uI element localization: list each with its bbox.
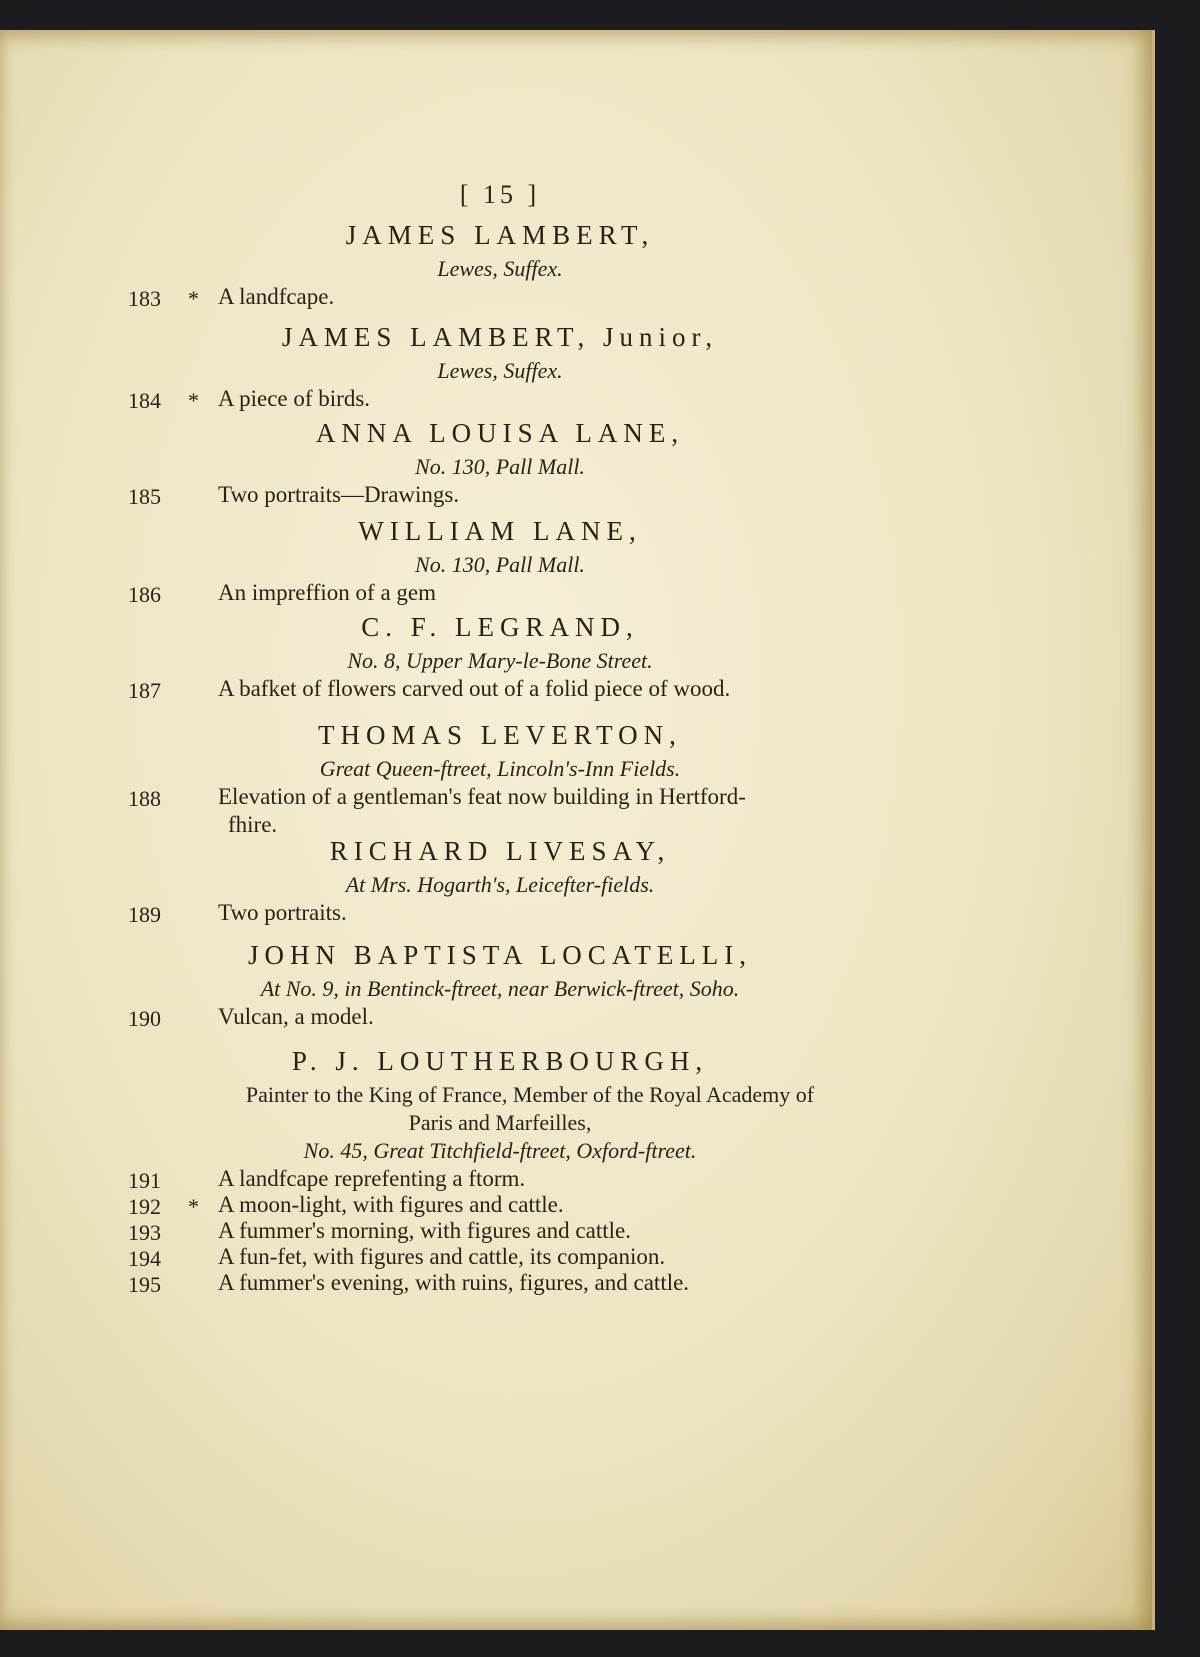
item-title: A bafket of flowers carved out of a folid piece of wood. <box>218 676 731 701</box>
artist-address: No. 45, Great Titchfield-ftreet, Oxford-ftreet. <box>303 1138 697 1163</box>
artist-address: Lewes, Suffex. <box>437 358 563 383</box>
item-number: 195 <box>128 1272 161 1297</box>
item-title: Elevation of a gentleman's feat now building in Hertford- <box>218 784 746 809</box>
catalogue-page <box>0 30 1155 1630</box>
artist-address: No. 130, Pall Mall. <box>415 454 585 479</box>
item-title-continuation: fhire. <box>228 812 278 837</box>
item-title: An impreffion of a gem <box>218 580 437 605</box>
item-title: Two portraits. <box>218 900 347 925</box>
artist-description: Paris and Marfeilles, <box>408 1110 592 1135</box>
artist-name: JAMES LAMBERT, Junior, <box>281 322 719 352</box>
item-number: 193 <box>128 1220 161 1245</box>
item-title: A piece of birds. <box>218 386 371 411</box>
artist-description: Painter to the King of France, Member of the Royal Academy of <box>245 1082 815 1107</box>
artist-address: At No. 9, in Bentinck-ftreet, near Berwick-ftreet, Soho. <box>260 976 740 1001</box>
item-number: 186 <box>128 582 161 607</box>
artist-name: THOMAS LEVERTON, <box>318 720 682 750</box>
page-number: [ 15 ] <box>459 180 541 209</box>
item-title: A landfcape. <box>218 284 335 309</box>
artist-name: C. F. LEGRAND, <box>361 612 639 642</box>
item-star: * <box>188 286 199 311</box>
item-title: A landfcape reprefenting a ftorm. <box>218 1166 526 1191</box>
item-star: * <box>188 1194 199 1219</box>
item-title: A moon-light, with figures and cattle. <box>218 1192 564 1217</box>
item-number: 187 <box>128 678 161 703</box>
item-number: 184 <box>128 388 161 413</box>
item-number: 183 <box>128 286 161 311</box>
item-title: Two portraits—Drawings. <box>218 482 460 507</box>
artist-name: JAMES LAMBERT, <box>345 220 655 250</box>
artist-address: No. 8, Upper Mary-le-Bone Street. <box>347 648 653 673</box>
artist-name: RICHARD LIVESAY, <box>329 836 671 866</box>
artist-address: No. 130, Pall Mall. <box>415 552 585 577</box>
artist-address: Lewes, Suffex. <box>437 256 563 281</box>
item-number: 194 <box>128 1246 161 1271</box>
item-number: 189 <box>128 902 161 927</box>
artist-name: WILLIAM LANE, <box>358 516 642 546</box>
item-number: 188 <box>128 786 161 811</box>
artist-name: P. J. LOUTHERBOURGH, <box>291 1046 709 1076</box>
artist-name: ANNA LOUISA LANE, <box>315 418 685 448</box>
item-number: 191 <box>128 1168 161 1193</box>
artist-address: Great Queen-ftreet, Lincoln's-Inn Fields. <box>319 756 681 781</box>
artist-address: At Mrs. Hogarth's, Leicefter-fields. <box>345 872 655 897</box>
item-number: 192 <box>128 1194 161 1219</box>
item-number: 185 <box>128 484 161 509</box>
item-title: A fun-fet, with figures and cattle, its companion. <box>218 1244 666 1269</box>
item-number: 190 <box>128 1006 161 1031</box>
item-star: * <box>188 388 199 413</box>
item-title: A fummer's evening, with ruins, figures, and cattle. <box>218 1270 690 1295</box>
item-title: A fummer's morning, with figures and cattle. <box>218 1218 631 1243</box>
item-title: Vulcan, a model. <box>218 1004 374 1029</box>
artist-name: JOHN BAPTISTA LOCATELLI, <box>247 940 753 970</box>
